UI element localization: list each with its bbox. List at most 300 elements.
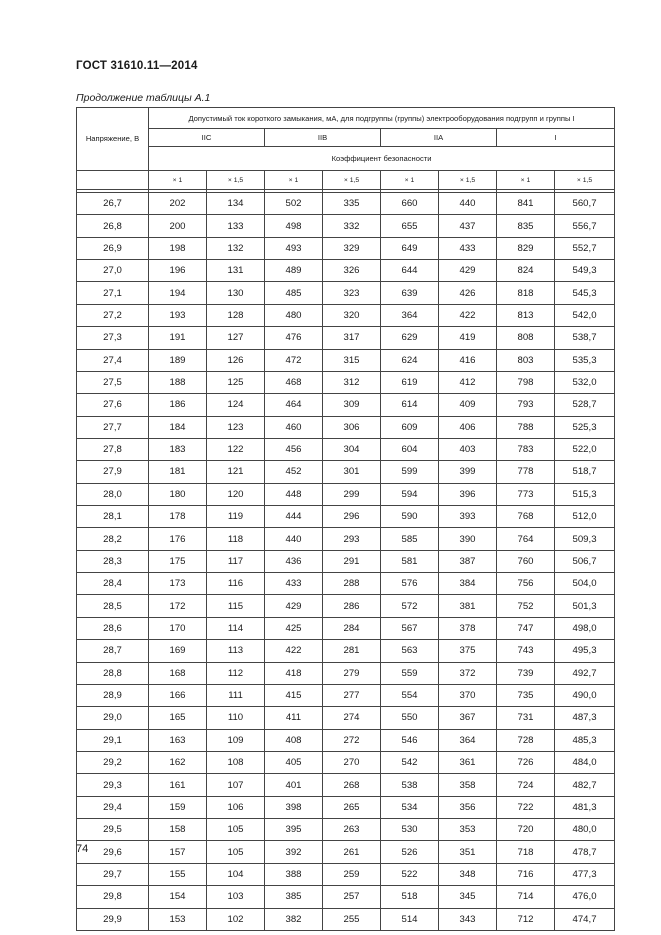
current-value-cell: 115 [207,595,265,617]
current-value-cell: 202 [149,193,207,215]
current-value-cell: 482,7 [555,774,615,796]
current-value-cell: 572 [381,595,439,617]
document-title: ГОСТ 31610.11—2014 [76,60,198,72]
current-value-cell: 162 [149,751,207,773]
current-value-cell: 178 [149,506,207,528]
current-value-cell: 722 [497,796,555,818]
table-row [77,819,615,841]
current-value-cell: 406 [439,416,497,438]
current-value-cell: 111 [207,684,265,706]
current-value-cell: 163 [149,729,207,751]
current-value-cell: 768 [497,506,555,528]
current-value-cell: 609 [381,416,439,438]
current-value-cell: 155 [149,863,207,885]
current-value-cell: 735 [497,684,555,706]
current-value-cell: 106 [207,796,265,818]
current-value-cell: 476 [265,327,323,349]
current-value-cell: 489 [265,260,323,282]
current-value-cell: 353 [439,819,497,841]
current-value-cell: 793 [497,394,555,416]
factor-header-cell: × 1,5 [207,171,265,190]
current-value-cell: 720 [497,819,555,841]
voltage-cell: 26,9 [77,237,149,259]
voltage-cell: 26,7 [77,193,149,215]
table-row [77,438,615,460]
current-value-cell: 515,3 [555,483,615,505]
current-value-cell: 452 [265,461,323,483]
current-value-cell: 286 [323,595,381,617]
current-value-cell: 270 [323,751,381,773]
current-value-cell: 125 [207,371,265,393]
current-value-cell: 112 [207,662,265,684]
current-value-cell: 501,3 [555,595,615,617]
current-value-cell: 534 [381,796,439,818]
current-value-cell: 393 [439,506,497,528]
current-value-cell: 281 [323,640,381,662]
current-value-cell: 813 [497,304,555,326]
current-value-cell: 538,7 [555,327,615,349]
current-value-cell: 396 [439,483,497,505]
current-value-cell: 599 [381,461,439,483]
voltage-cell: 29,2 [77,751,149,773]
current-value-cell: 134 [207,193,265,215]
table-row [77,327,615,349]
current-value-cell: 126 [207,349,265,371]
page-number: 74 [76,843,89,855]
table-row [77,617,615,639]
voltage-cell: 28,0 [77,483,149,505]
current-value-cell: 291 [323,550,381,572]
voltage-cell: 28,6 [77,617,149,639]
current-value-cell: 472 [265,349,323,371]
current-value-cell: 604 [381,438,439,460]
current-value-cell: 173 [149,573,207,595]
current-value-cell: 484,0 [555,751,615,773]
current-value-cell: 549,3 [555,260,615,282]
current-value-cell: 418 [265,662,323,684]
voltage-cell: 27,2 [77,304,149,326]
current-value-cell: 390 [439,528,497,550]
current-value-cell: 433 [439,237,497,259]
current-value-cell: 296 [323,506,381,528]
current-value-cell: 829 [497,237,555,259]
table-row [77,707,615,729]
current-value-cell: 559 [381,662,439,684]
current-value-cell: 108 [207,751,265,773]
table-row [77,863,615,885]
current-value-cell: 429 [439,260,497,282]
current-value-cell: 259 [323,863,381,885]
current-value-cell: 756 [497,573,555,595]
current-value-cell: 279 [323,662,381,684]
current-value-cell: 117 [207,550,265,572]
current-value-cell: 309 [323,394,381,416]
current-value-cell: 425 [265,617,323,639]
current-value-cell: 387 [439,550,497,572]
current-value-cell: 481,3 [555,796,615,818]
current-value-cell: 388 [265,863,323,885]
current-value-cell: 191 [149,327,207,349]
table-row [77,662,615,684]
current-value-cell: 312 [323,371,381,393]
current-value-cell: 176 [149,528,207,550]
current-value-cell: 554 [381,684,439,706]
current-value-cell: 478,7 [555,841,615,863]
voltage-cell: 29,8 [77,886,149,908]
current-value-cell: 545,3 [555,282,615,304]
current-value-cell: 133 [207,215,265,237]
current-value-cell: 581 [381,550,439,572]
current-value-cell: 538 [381,774,439,796]
table-row [77,371,615,393]
current-value-cell: 563 [381,640,439,662]
current-value-cell: 429 [265,595,323,617]
group-header-iic: IIC [149,129,265,147]
current-value-cell: 525,3 [555,416,615,438]
current-value-cell: 480 [265,304,323,326]
current-value-cell: 743 [497,640,555,662]
voltage-cell: 27,4 [77,349,149,371]
current-value-cell: 175 [149,550,207,572]
current-value-cell: 490,0 [555,684,615,706]
voltage-cell: 29,4 [77,796,149,818]
current-value-cell: 498,0 [555,617,615,639]
current-value-cell: 304 [323,438,381,460]
voltage-cell: 28,7 [77,640,149,662]
current-value-cell: 102 [207,908,265,930]
current-value-cell: 556,7 [555,215,615,237]
current-value-cell: 272 [323,729,381,751]
current-value-cell: 118 [207,528,265,550]
current-value-cell: 166 [149,684,207,706]
current-value-cell: 773 [497,483,555,505]
current-value-cell: 194 [149,282,207,304]
current-value-cell: 384 [439,573,497,595]
voltage-cell: 28,2 [77,528,149,550]
current-value-cell: 760 [497,550,555,572]
current-value-cell: 476,0 [555,886,615,908]
table-row [77,282,615,304]
current-value-cell: 385 [265,886,323,908]
table-row [77,260,615,282]
current-value-cell: 440 [265,528,323,550]
current-value-cell: 509,3 [555,528,615,550]
table-row [77,528,615,550]
current-value-cell: 412 [439,371,497,393]
table-row [77,886,615,908]
current-value-cell: 288 [323,573,381,595]
current-value-cell: 284 [323,617,381,639]
table-row [77,595,615,617]
current-value-cell: 485 [265,282,323,304]
factor-header-cell: × 1,5 [439,171,497,190]
current-value-cell: 841 [497,193,555,215]
current-value-cell: 552,7 [555,237,615,259]
current-value-cell: 480,0 [555,819,615,841]
current-value-cell: 157 [149,841,207,863]
table-continuation-caption: Продолжение таблицы А.1 [76,92,211,104]
current-value-cell: 343 [439,908,497,930]
current-value-cell: 183 [149,438,207,460]
current-value-cell: 464 [265,394,323,416]
table-row [77,483,615,505]
current-value-cell: 629 [381,327,439,349]
current-value-cell: 655 [381,215,439,237]
voltage-cell: 28,5 [77,595,149,617]
table-row [77,796,615,818]
current-value-cell: 351 [439,841,497,863]
current-value-cell: 456 [265,438,323,460]
voltage-column-header: Напряжение, В [77,108,149,171]
current-value-cell: 200 [149,215,207,237]
current-value-cell: 422 [439,304,497,326]
current-value-cell: 506,7 [555,550,615,572]
voltage-cell: 27,7 [77,416,149,438]
current-value-cell: 299 [323,483,381,505]
table-row [77,729,615,751]
current-value-cell: 320 [323,304,381,326]
current-value-cell: 468 [265,371,323,393]
voltage-cell: 27,8 [77,438,149,460]
current-value-cell: 528,7 [555,394,615,416]
current-value-cell: 315 [323,349,381,371]
current-value-cell: 504,0 [555,573,615,595]
voltage-cell: 27,3 [77,327,149,349]
voltage-cell: 27,9 [77,461,149,483]
current-value-cell: 121 [207,461,265,483]
current-value-cell: 332 [323,215,381,237]
current-value-cell: 590 [381,506,439,528]
current-value-cell: 437 [439,215,497,237]
current-value-cell: 381 [439,595,497,617]
table-row [77,908,615,930]
current-value-cell: 361 [439,751,497,773]
current-value-cell: 546 [381,729,439,751]
current-value-cell: 726 [497,751,555,773]
current-value-cell: 433 [265,573,323,595]
current-value-cell: 170 [149,617,207,639]
current-value-cell: 105 [207,841,265,863]
current-value-cell: 493 [265,237,323,259]
current-value-cell: 168 [149,662,207,684]
current-value-cell: 585 [381,528,439,550]
current-value-cell: 416 [439,349,497,371]
current-value-cell: 644 [381,260,439,282]
current-value-cell: 105 [207,819,265,841]
current-value-cell: 649 [381,237,439,259]
table-row [77,237,615,259]
current-value-cell: 426 [439,282,497,304]
current-value-cell: 739 [497,662,555,684]
table-row [77,394,615,416]
factor-header-cell: × 1 [497,171,555,190]
current-value-cell: 107 [207,774,265,796]
table-row [77,215,615,237]
table-header [77,108,615,193]
current-value-cell: 818 [497,282,555,304]
current-value-cell: 329 [323,237,381,259]
current-value-cell: 624 [381,349,439,371]
current-value-cell: 193 [149,304,207,326]
current-value-cell: 614 [381,394,439,416]
current-value-cell: 542,0 [555,304,615,326]
current-value-cell: 169 [149,640,207,662]
current-value-cell: 345 [439,886,497,908]
current-value-cell: 186 [149,394,207,416]
current-value-cell: 824 [497,260,555,282]
current-value-cell: 132 [207,237,265,259]
current-value-cell: 803 [497,349,555,371]
current-value-cell: 788 [497,416,555,438]
current-value-cell: 403 [439,438,497,460]
table-row [77,193,615,215]
group-header-iia: IIA [381,129,497,147]
current-value-cell: 485,3 [555,729,615,751]
voltage-cell: 29,0 [77,707,149,729]
current-value-cell: 263 [323,819,381,841]
current-value-cell: 535,3 [555,349,615,371]
current-value-cell: 154 [149,886,207,908]
current-value-cell: 367 [439,707,497,729]
current-value-cell: 128 [207,304,265,326]
current-value-cell: 181 [149,461,207,483]
table-row [77,751,615,773]
current-value-cell: 306 [323,416,381,438]
current-value-cell: 660 [381,193,439,215]
current-value-cell: 639 [381,282,439,304]
voltage-cell: 26,8 [77,215,149,237]
current-value-cell: 764 [497,528,555,550]
voltage-cell: 29,3 [77,774,149,796]
current-value-cell: 436 [265,550,323,572]
current-value-cell: 712 [497,908,555,930]
current-value-cell: 550 [381,707,439,729]
current-value-cell: 835 [497,215,555,237]
current-value-cell: 747 [497,617,555,639]
current-value-cell: 532,0 [555,371,615,393]
table-row [77,684,615,706]
current-value-cell: 172 [149,595,207,617]
current-value-cell: 116 [207,573,265,595]
current-value-cell: 405 [265,751,323,773]
current-value-cell: 131 [207,260,265,282]
current-value-cell: 375 [439,640,497,662]
table-row [77,573,615,595]
current-value-cell: 502 [265,193,323,215]
current-value-cell: 196 [149,260,207,282]
table-row [77,774,615,796]
group-header-iib: IIB [265,129,381,147]
current-value-cell: 358 [439,774,497,796]
current-value-cell: 123 [207,416,265,438]
voltage-cell: 28,3 [77,550,149,572]
table-row [77,349,615,371]
table-row [77,304,615,326]
current-value-cell: 153 [149,908,207,930]
current-value-cell: 408 [265,729,323,751]
current-value-cell: 301 [323,461,381,483]
current-value-cell: 110 [207,707,265,729]
current-value-cell: 518 [381,886,439,908]
factor-header-blank [77,171,149,190]
current-value-cell: 560,7 [555,193,615,215]
current-value-cell: 530 [381,819,439,841]
current-value-cell: 477,3 [555,863,615,885]
voltage-cell: 29,6 [77,841,149,863]
current-value-cell: 255 [323,908,381,930]
factor-header-row [77,171,615,190]
current-value-cell: 415 [265,684,323,706]
current-value-cell: 474,7 [555,908,615,930]
current-value-cell: 124 [207,394,265,416]
current-value-cell: 348 [439,863,497,885]
current-value-cell: 103 [207,886,265,908]
current-value-cell: 444 [265,506,323,528]
current-value-cell: 778 [497,461,555,483]
voltage-cell: 28,9 [77,684,149,706]
table-row [77,550,615,572]
current-value-cell: 127 [207,327,265,349]
current-value-cell: 594 [381,483,439,505]
current-value-cell: 382 [265,908,323,930]
current-value-cell: 411 [265,707,323,729]
current-value-cell: 378 [439,617,497,639]
current-value-cell: 120 [207,483,265,505]
current-value-cell: 268 [323,774,381,796]
voltage-cell: 28,4 [77,573,149,595]
current-value-cell: 718 [497,841,555,863]
current-value-cell: 188 [149,371,207,393]
voltage-cell: 29,5 [77,819,149,841]
current-value-cell: 130 [207,282,265,304]
current-value-cell: 448 [265,483,323,505]
current-value-cell: 198 [149,237,207,259]
factor-header-cell: × 1,5 [555,171,615,190]
current-value-cell: 419 [439,327,497,349]
current-value-cell: 159 [149,796,207,818]
voltage-cell: 27,1 [77,282,149,304]
current-value-cell: 724 [497,774,555,796]
current-value-cell: 783 [497,438,555,460]
safety-factor-header: Коэффициент безопасности [149,147,615,171]
current-value-cell: 323 [323,282,381,304]
factor-header-cell: × 1 [149,171,207,190]
current-value-cell: 518,7 [555,461,615,483]
current-value-cell: 798 [497,371,555,393]
current-value-cell: 261 [323,841,381,863]
current-value-cell: 498 [265,215,323,237]
current-value-cell: 161 [149,774,207,796]
current-value-cell: 487,3 [555,707,615,729]
factor-header-cell: × 1,5 [323,171,381,190]
current-value-cell: 716 [497,863,555,885]
current-value-cell: 119 [207,506,265,528]
table-row [77,841,615,863]
voltage-cell: 28,8 [77,662,149,684]
current-value-cell: 399 [439,461,497,483]
current-value-cell: 526 [381,841,439,863]
current-value-cell: 619 [381,371,439,393]
table-row [77,640,615,662]
current-value-cell: 317 [323,327,381,349]
current-value-cell: 567 [381,617,439,639]
table-body [77,193,615,931]
current-value-cell: 104 [207,863,265,885]
current-value-cell: 364 [439,729,497,751]
current-value-cell: 542 [381,751,439,773]
current-value-cell: 495,3 [555,640,615,662]
current-value-cell: 576 [381,573,439,595]
